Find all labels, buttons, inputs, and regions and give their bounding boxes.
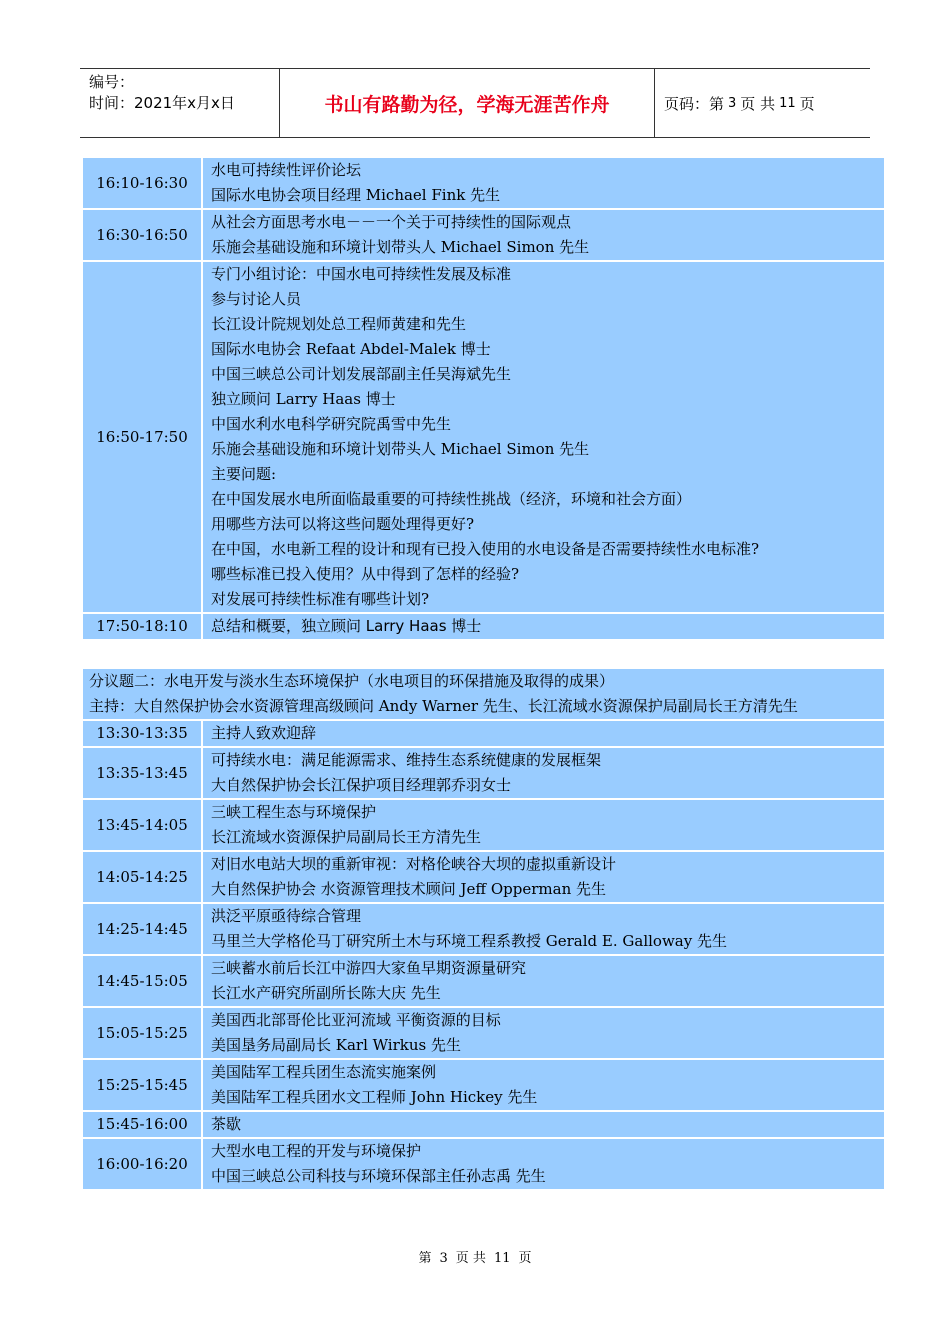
page-mid: 页 共 [740, 94, 776, 113]
description-line: 三峡工程生态与环境保护 [211, 803, 377, 821]
header-motto: 书山有路勤为径，学海无涯苦作舟 [280, 69, 655, 137]
description-cell [203, 956, 884, 1006]
header-meta [80, 69, 280, 137]
description-line: 可持续水电：满足能源需求、维持生态系统健康的发展框架 [211, 751, 602, 769]
description-line: 参与讨论人员 [211, 290, 302, 308]
description-line: 中国三峡总公司科技与环境环保部主任孙志禹 先生 [211, 1167, 546, 1185]
time-cell: 13:35-13:45 [83, 748, 201, 798]
description-line: 马里兰大学格伦马丁研究所土木与环境工程系教授 Gerald E. Galloway 先生 [211, 932, 727, 950]
description-line: 主持人致欢迎辞 [211, 724, 317, 742]
page-total: 11 [779, 95, 796, 111]
page-prefix: 页码：第 [664, 94, 725, 113]
time-cell: 15:45-16:00 [83, 1112, 201, 1137]
footer-prefix: 第 [418, 1251, 432, 1266]
description-line: 独立顾问 Larry Haas 博士 [211, 390, 396, 408]
schedule-row [83, 1112, 884, 1137]
schedule-row [83, 1008, 884, 1058]
description-line: 大自然保护协会 水资源管理技术顾问 Jeff Opperman 先生 [211, 880, 606, 898]
description-line: 中国水利水电科学研究院禹雪中先生 [211, 415, 452, 433]
description-cell [203, 800, 884, 850]
description-cell [203, 158, 884, 208]
description-cell [203, 1112, 884, 1137]
schedule-row [83, 956, 884, 1006]
session-title: 分议题二：水电开发与淡水生态环境保护（水电项目的环保措施及取得的成果） [89, 672, 615, 690]
description-line: 长江设计院规划处总工程师黄建和先生 [211, 315, 467, 333]
schedule-row [83, 852, 884, 902]
schedule-row [83, 748, 884, 798]
description-line: 用哪些方法可以将这些问题处理得更好? [211, 515, 475, 533]
schedule-table-1 [81, 156, 886, 641]
description-cell [203, 210, 884, 260]
schedule-row [83, 800, 884, 850]
description-line: 大自然保护协会长江保护项目经理郭乔羽女士 [211, 776, 512, 794]
description-cell [203, 904, 884, 954]
time-cell: 17:50-18:10 [83, 614, 201, 639]
session-header-row [83, 669, 884, 719]
schedule-row [83, 210, 884, 260]
description-line: 洪泛平原亟待综合管理 [211, 907, 362, 925]
time-cell: 14:05-14:25 [83, 852, 201, 902]
schedule-row [83, 1139, 884, 1189]
page-current: 3 [728, 95, 737, 111]
description-line: 国际水电协会项目经理 Michael Fink 先生 [211, 186, 501, 204]
page-suffix: 页 [799, 94, 815, 113]
time-cell: 13:30-13:35 [83, 721, 201, 746]
description-line: 三峡蓄水前后长江中游四大家鱼早期资源量研究 [211, 959, 527, 977]
schedule-table-2 [81, 667, 886, 1191]
time-cell: 16:00-16:20 [83, 1139, 201, 1189]
footer-suffix: 页 [518, 1251, 532, 1266]
description-line: 专门小组讨论：中国水电可持续性发展及标准 [211, 265, 512, 283]
header-page-number [655, 69, 870, 137]
time-cell: 16:50-17:50 [83, 262, 201, 612]
description-cell [203, 262, 884, 612]
description-cell [203, 1060, 884, 1110]
description-cell [203, 1008, 884, 1058]
description-line: 对发展可持续性标准有哪些计划? [211, 590, 430, 608]
description-line: 在中国，水电新工程的设计和现有已投入使用的水电设备是否需要持续性水电标准? [211, 540, 760, 558]
description-cell [203, 852, 884, 902]
footer-mid: 页 共 [455, 1251, 486, 1266]
session-header [83, 669, 884, 719]
description-line: 主要问题: [211, 465, 277, 483]
schedule-row [83, 614, 884, 639]
description-line: 大型水电工程的开发与环境保护 [211, 1142, 422, 1160]
serial-label: 编号： [89, 73, 135, 91]
description-line: 乐施会基础设施和环境计划带头人 Michael Simon 先生 [211, 440, 590, 458]
time-cell: 13:45-14:05 [83, 800, 201, 850]
time-cell: 15:05-15:25 [83, 1008, 201, 1058]
schedule-row [83, 262, 884, 612]
time-cell: 16:30-16:50 [83, 210, 201, 260]
description-line: 美国陆军工程兵团生态流实施案例 [211, 1063, 437, 1081]
schedule-row [83, 1060, 884, 1110]
description-line: 哪些标准已投入使用？从中得到了怎样的经验? [211, 565, 520, 583]
description-line: 总结和概要，独立顾问 Larry Haas 博士 [211, 617, 482, 635]
schedule-row [83, 904, 884, 954]
description-line: 长江流域水资源保护局副局长王方清先生 [211, 828, 482, 846]
time-cell: 16:10-16:30 [83, 158, 201, 208]
description-cell [203, 721, 884, 746]
description-cell [203, 614, 884, 639]
footer-current: 3 [439, 1251, 448, 1266]
session-host: 主持：大自然保护协会水资源管理高级顾问 Andy Warner 先生、长江流域水资源保护局副局长王方清先生 [89, 697, 798, 715]
description-line: 从社会方面思考水电－－一个关于可持续性的国际观点 [211, 213, 572, 231]
time-cell: 15:25-15:45 [83, 1060, 201, 1110]
description-line: 水电可持续性评价论坛 [211, 161, 362, 179]
schedule-row [83, 158, 884, 208]
time-label: 时间：2021年x月x日 [89, 94, 235, 112]
description-line: 长江水产研究所副所长陈大庆 先生 [211, 984, 441, 1002]
description-cell [203, 748, 884, 798]
description-line: 对旧水电站大坝的重新审视：对格伦峡谷大坝的虚拟重新设计 [211, 855, 617, 873]
description-line: 中国三峡总公司计划发展部副主任吴海斌先生 [211, 365, 512, 383]
description-line: 美国垦务局副局长 Karl Wirkus 先生 [211, 1036, 461, 1054]
description-line: 乐施会基础设施和环境计划带头人 Michael Simon 先生 [211, 238, 590, 256]
description-line: 国际水电协会 Refaat Abdel-Malek 博士 [211, 340, 491, 358]
description-line: 美国西北部哥伦比亚河流域 平衡资源的目标 [211, 1011, 501, 1029]
page-footer [0, 1247, 950, 1266]
footer-total: 11 [493, 1251, 511, 1266]
description-line: 在中国发展水电所面临最重要的可持续性挑战（经济，环境和社会方面） [211, 490, 692, 508]
time-cell: 14:45-15:05 [83, 956, 201, 1006]
time-cell: 14:25-14:45 [83, 904, 201, 954]
page-header [80, 68, 870, 138]
schedule-row [83, 721, 884, 746]
description-line: 美国陆军工程兵团水文工程师 John Hickey 先生 [211, 1088, 538, 1106]
description-line: 茶歇 [211, 1115, 242, 1133]
description-cell [203, 1139, 884, 1189]
